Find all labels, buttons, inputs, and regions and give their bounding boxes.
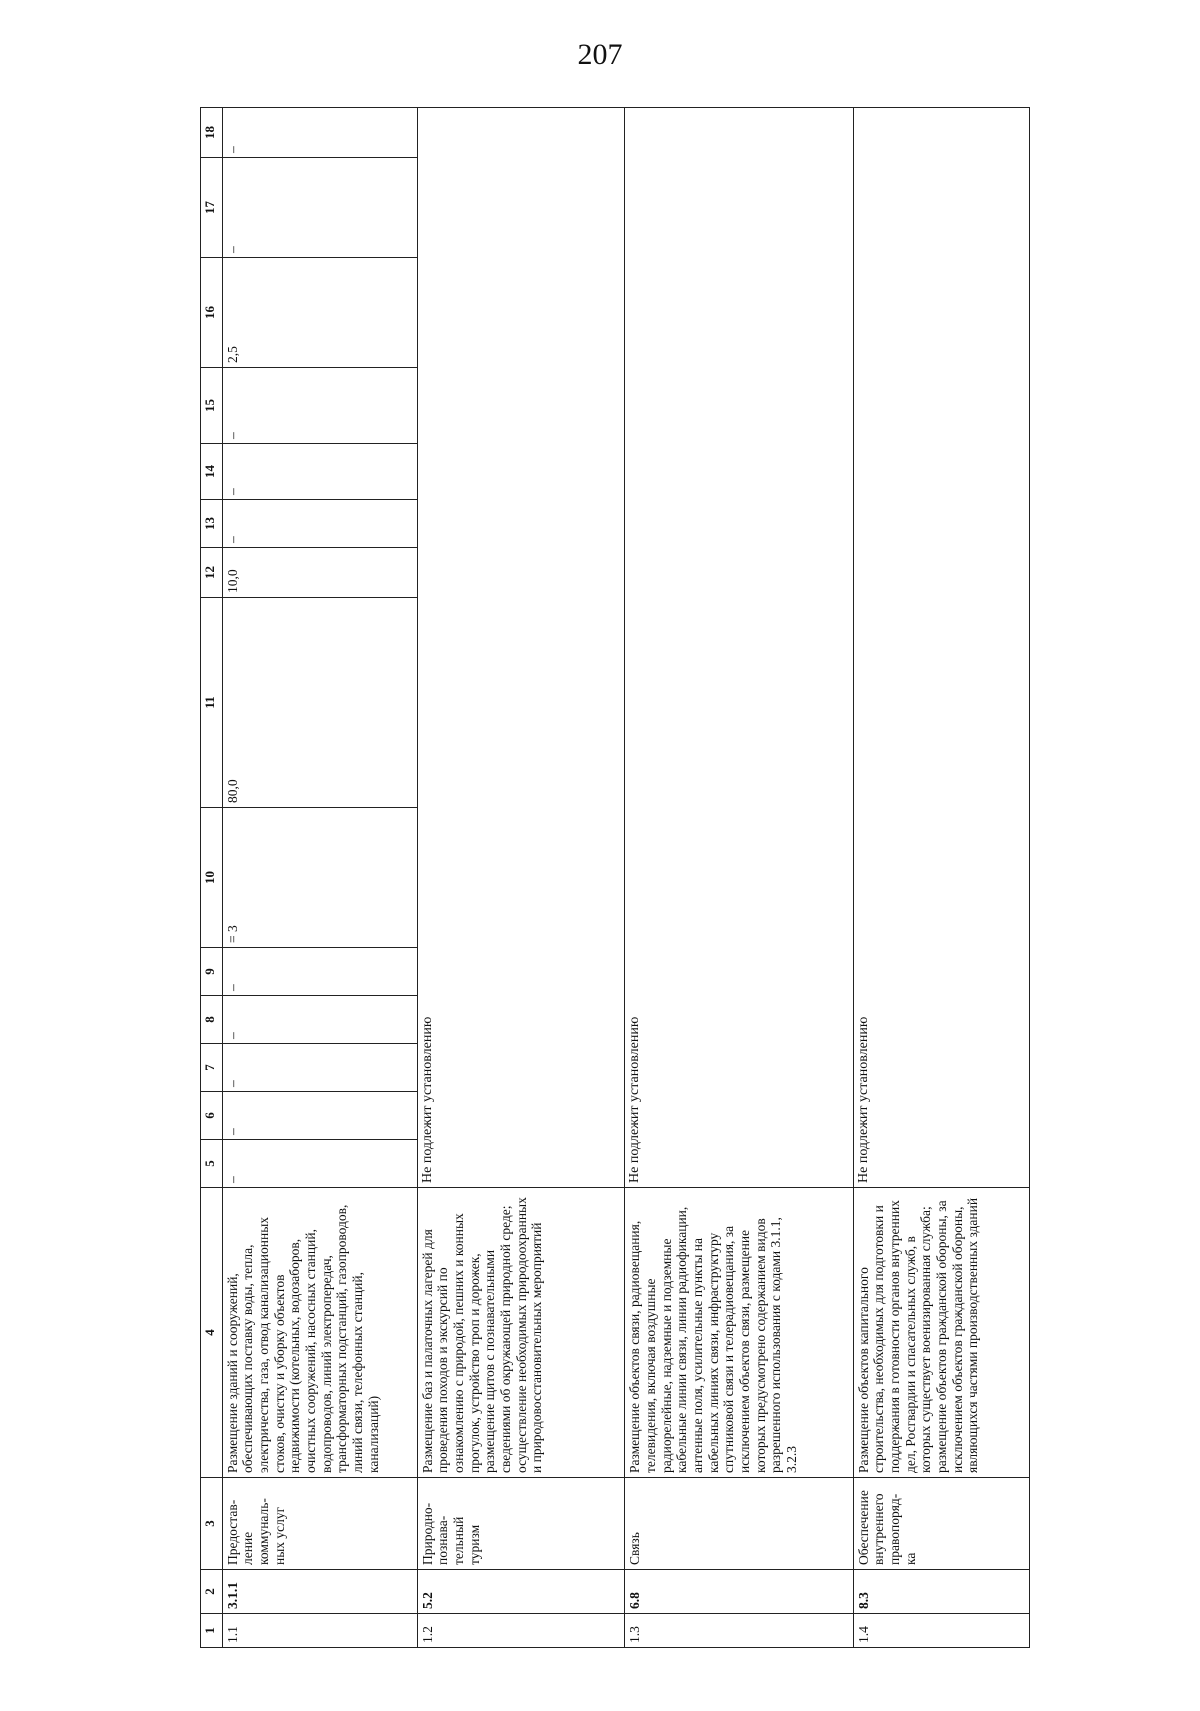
header-cell: 11 [201,598,223,808]
row-number: 1.2 [417,1614,625,1648]
header-cell: 10 [201,808,223,948]
header-cell: 14 [201,444,223,500]
header-cell: 16 [201,258,223,368]
merged-params-cell: Не подлежит установлению [853,108,1029,1188]
merged-params-cell: Не подлежит установлению [417,108,625,1188]
use-name: Связь [625,1478,853,1570]
param-cell: – [222,368,417,444]
use-name: Обеспечение внутреннего правопоряд-ка [853,1478,1029,1570]
param-cell: – [222,1044,417,1092]
header-cell: 6 [201,1092,223,1140]
table-row [222,108,417,1648]
header-cell: 13 [201,500,223,548]
table-row [625,108,853,1648]
param-cell: – [222,1092,417,1140]
use-code: 8.3 [853,1570,1029,1614]
use-description: Размещение объектов связи, радиовещания, телевидения, включая воздушные радиорелейные, надземные и подземные кабельные линии связи, линии радиофикации, антенные поля, усилительные пункты на кабельных линиях связи, инфраструктуру спутниковой связи и телерадиовещания, за исключением объектов связи, размещение которых предусмотрено содержанием видов разрешенного использования с кодами 3.1.1, 3.2.3 [625,1188,853,1478]
param-cell: – [222,108,417,158]
use-code: 5.2 [417,1570,625,1614]
header-row [201,108,223,1648]
row-number: 1.4 [853,1614,1029,1648]
header-cell: 9 [201,948,223,996]
param-cell: – [222,444,417,500]
use-code: 6.8 [625,1570,853,1614]
rotated-table-container [200,108,1030,1648]
param-cell: – [222,158,417,258]
header-cell: 4 [201,1188,223,1478]
table-wrapper [200,108,1030,1648]
param-cell: = 3 [222,808,417,948]
param-cell: – [222,1140,417,1188]
param-cell: 2,5 [222,258,417,368]
use-code: 3.1.1 [222,1570,417,1614]
page-number: 207 [577,38,623,71]
param-cell: 10,0 [222,548,417,598]
use-name: Природно-познава-тельный туризм [417,1478,625,1570]
param-cell: – [222,948,417,996]
header-cell: 15 [201,368,223,444]
header-cell: 2 [201,1570,223,1614]
header-cell: 1 [201,1614,223,1648]
param-cell: – [222,996,417,1044]
header-cell: 8 [201,996,223,1044]
zoning-table [200,107,1030,1648]
use-name: Предостав-ление коммуналь-ных услуг [222,1478,417,1570]
header-cell: 7 [201,1044,223,1092]
header-cell: 12 [201,548,223,598]
use-description: Размещение баз и палаточных лагерей для проведения походов и экскурсий по ознакомлению с природой, пешних и конных прогулок, устройство троп и дорожек, размещение щитов с познавательными сведениями об окружающей природной среде; осуществление необходимых природоохранных и природовосстановительных мероприятий [417,1188,625,1478]
header-cell: 3 [201,1478,223,1570]
row-number: 1.1 [222,1614,417,1648]
param-cell: – [222,500,417,548]
row-number: 1.3 [625,1614,853,1648]
use-description: Размещение объектов капитального строительства, необходимых для подготовки и поддержания в готовности органов внутренних дел, Росгвардии и спасательных служб, в которых существует военизированная служба; размещение объектов гражданской обороны, за исключением объектов гражданской обороны, являющихся частями производственных зданий [853,1188,1029,1478]
header-cell: 5 [201,1140,223,1188]
table-row [417,108,625,1648]
use-description: Размещение зданий и сооружений, обеспечивающих поставку воды, тепла, электричества, газа, отвод канализационных стоков, очистку и уборку объектов недвижимости (котельных, водозаборов, очистных сооружений, насосных станций, водопроводов, линий электропередач, трансформаторных подстанций, газопроводов, линий связи, телефонных станций, канализаций) [222,1188,417,1478]
table-row [853,108,1029,1648]
merged-params-cell: Не подлежит установлению [625,108,853,1188]
param-cell: 80,0 [222,598,417,808]
header-cell: 18 [201,108,223,158]
header-cell: 17 [201,158,223,258]
